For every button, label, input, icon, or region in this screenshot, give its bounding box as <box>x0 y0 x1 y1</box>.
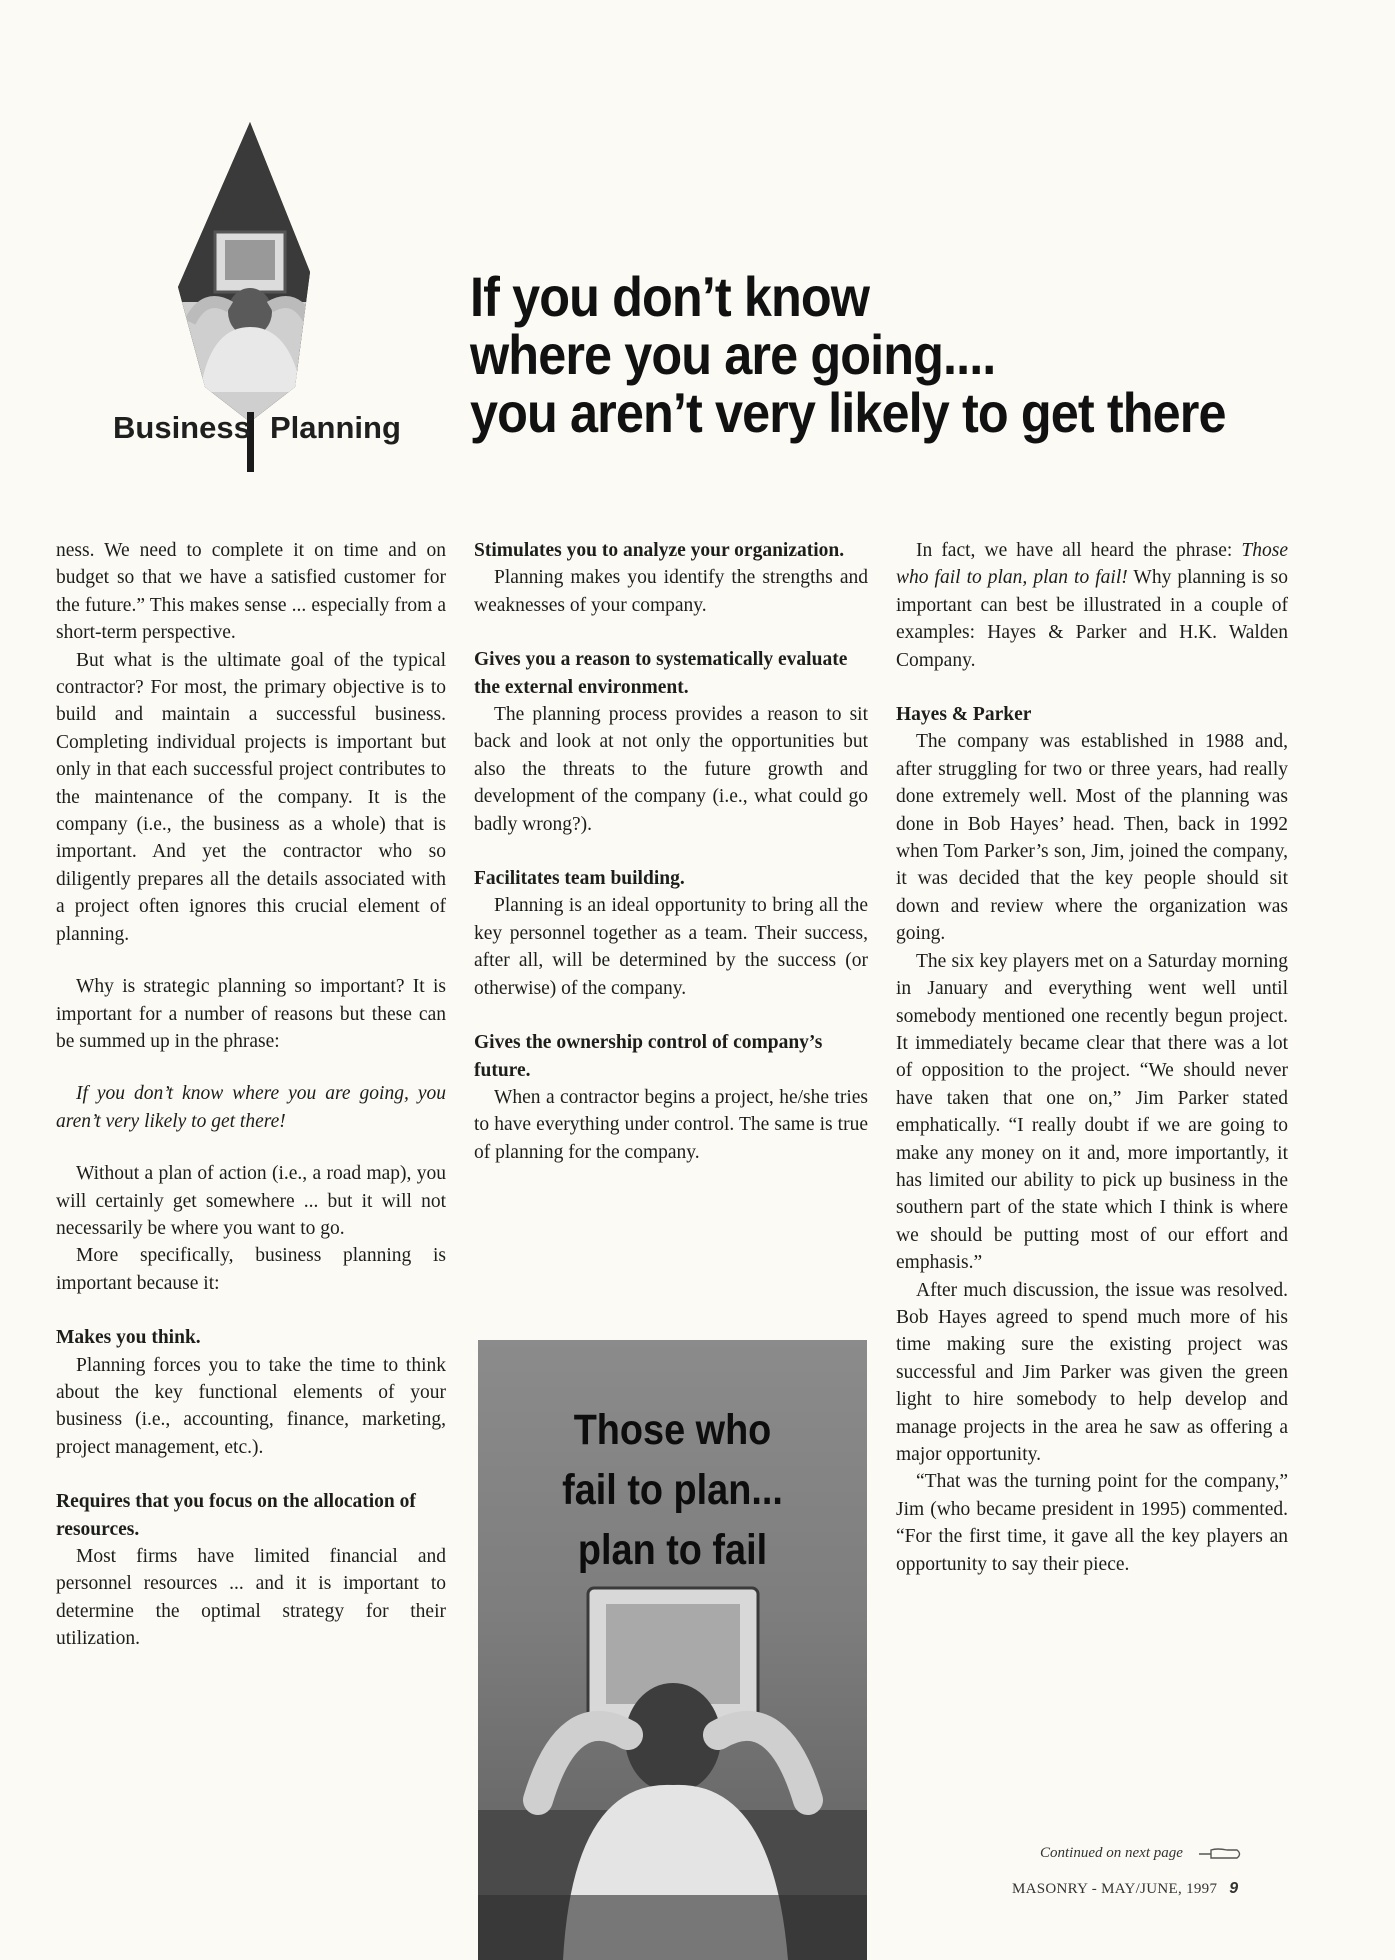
paragraph: Planning makes you identify the strengths and weaknesses of your company. <box>474 567 868 616</box>
paragraph: After much discussion, the issue was resolved. Bob Hayes agreed to spend much more of his time making sure the existing project was successful and Jim Parker was given the green light to hire somebody to help develop and manage projects in the area he saw as offering a major opportunity. <box>896 1279 1288 1465</box>
headline-line-3: you aren’t very likely to get there <box>470 381 1226 444</box>
paragraph: The six key players met on a Saturday morning in January and everything went well until somebody mentioned one recently begun project. It immediately became clear that there was a lot of opposition to the project. “We should never have taken that one on,” Jim Parker stated emphatically. “I really doubt if we are going to make any money on it and, more importantly, it has limited our ability to pick up business in the southern part of the state which I think is where we should be putting most of our effort and emphasis.” <box>896 950 1288 1274</box>
paragraph: Most firms have limited financial and personnel resources ... and it is important to determine the optimal strategy for their utilization. <box>56 1546 446 1650</box>
subheading: Requires that you focus on the allocation of resources. <box>56 1491 416 1540</box>
column-2 <box>474 537 868 1166</box>
subheading: Gives the ownership control of company’s future. <box>474 1032 823 1081</box>
photo-caption-line-2: fail to plan... <box>562 1466 783 1514</box>
inline-quote: Those who fail to plan, plan to fail! <box>896 540 1288 589</box>
paragraph: “That was the turning point for the company,” Jim (who became president in 1995) commented. “For the first time, it gave all the key players an opportunity to say their piece. <box>896 1471 1288 1575</box>
article-headline <box>470 265 1262 444</box>
paragraph: Without a plan of action (i.e., a road map), you will certainly get somewhere ... but it will not necessarily be where you want to go. <box>56 1163 446 1239</box>
paragraph: But what is the ultimate goal of the typical contractor? For most, the primary objective is to build and maintain a successful business. Completing individual projects is important but only in that each successful project contributes to the maintenance of the company. It is the company (i.e., the business as a whole) that is important. And yet the contractor who so diligently prepares all the details associated with a project often ignores this crucial element of planning. <box>56 649 446 945</box>
section-label-planning: Planning <box>270 410 401 445</box>
photo-caption <box>501 1400 843 1580</box>
headline-line-1: If you don’t know <box>470 265 870 328</box>
paragraph-text: Why planning is so important can best be illustrated in a couple of examples: Hayes & Parker and H.K. Walden Company. <box>896 567 1288 671</box>
page-folio <box>1012 1880 1239 1898</box>
section-label-business: Business <box>113 410 251 445</box>
photo-caption-line-3: plan to fail <box>577 1526 768 1574</box>
continued-note <box>1040 1845 1243 1862</box>
pull-quote: If you don’t know where you are going, you aren’t very likely to get there! <box>56 1083 446 1132</box>
paragraph: The company was established in 1988 and, after struggling for two or three years, had really done extremely well. Most of the planning was done in Bob Hayes’ head. Then, back in 1992 when Tom Parker’s son, Jim, joined the company, it was decided that the key people should sit down and review where the organization was going. <box>896 731 1288 945</box>
subheading: Stimulates you to analyze your organization. <box>474 540 845 561</box>
page-number: 9 <box>1229 1880 1239 1897</box>
column-1 <box>56 537 446 1653</box>
illustration-photo <box>478 1340 867 1960</box>
publication-info: MASONRY - MAY/JUNE, 1997 <box>1012 1881 1218 1897</box>
continued-text: Continued on next page <box>1040 1845 1183 1861</box>
paragraph: ness. We need to complete it on time and on budget so that we have a satisfied customer for the future.” This makes sense ... especially from a short-term perspective. <box>56 540 446 644</box>
paragraph: The planning process provides a reason to sit back and look at not only the opportunities but also the threats to the future growth and development of the company (i.e., what could go badly wrong?). <box>474 704 868 835</box>
subheading: Makes you think. <box>56 1327 201 1349</box>
paragraph-text: In fact, we have all heard the phrase: <box>916 540 1242 561</box>
headline-line-2: where you are going.... <box>470 323 996 386</box>
subheading: Facilitates team building. <box>474 868 685 890</box>
paragraph: Planning is an ideal opportunity to bring all the key personnel together as a team. Their success, after all, will be determined by the success (or otherwise) of the company. <box>474 895 868 999</box>
subheading: Hayes & Parker <box>896 704 1032 726</box>
paragraph: More specifically, business planning is important because it: <box>56 1245 446 1294</box>
photo-caption-line-1: Those who <box>573 1406 772 1454</box>
column-3 <box>896 537 1288 1578</box>
subheading: Gives you a reason to systematically evaluate the external environment. <box>474 649 848 698</box>
paragraph: Planning forces you to take the time to think about the key functional elements of your business (i.e., accounting, finance, marketing, project management, etc.). <box>56 1354 446 1458</box>
paragraph <box>896 537 1288 674</box>
paragraph: Why is strategic planning so important? It is important for a number of reasons but these can be summed up in the phrase: <box>56 976 446 1052</box>
paragraph: When a contractor begins a project, he/she tries to have everything under control. The same is true of planning for the company. <box>474 1086 868 1163</box>
pointing-hand-icon <box>1197 1846 1243 1862</box>
